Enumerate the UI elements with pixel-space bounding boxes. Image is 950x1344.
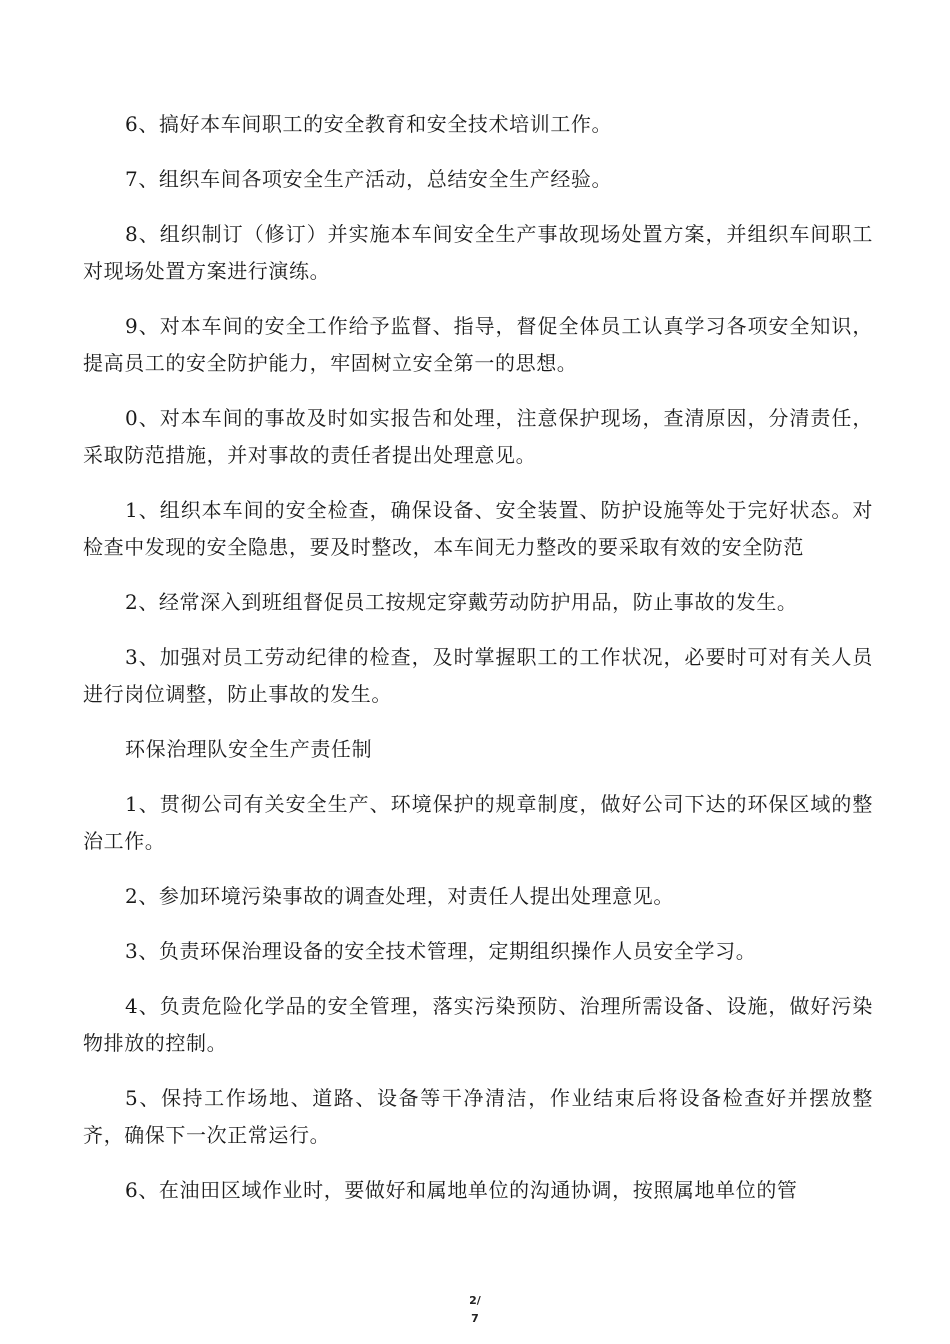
paragraph-item-9: 9、对本车间的安全工作给予监督、指导，督促全体员工认真学习各项安全知识，提高员工的安全防护能力，牢固树立安全第一的思想。 <box>83 314 873 375</box>
section-item-1: 1、贯彻公司有关安全生产、环境保护的规章制度，做好公司下达的环保区域的整治工作。 <box>83 792 873 853</box>
section-heading: 环保治理队安全生产责任制 <box>125 737 373 761</box>
section-item-5: 5、保持工作场地、道路、设备等干净清洁，作业结束后将设备检查好并摆放整齐，确保下一次正常运行。 <box>83 1086 873 1147</box>
paragraph-item-7: 7、组织车间各项安全生产活动，总结安全生产经验。 <box>125 167 613 191</box>
section-item-6: 6、在油田区域作业时，要做好和属地单位的沟通协调，按照属地单位的管 <box>125 1178 798 1202</box>
page-number-current: 2/ <box>469 1294 481 1307</box>
section-item-3: 3、负责环保治理设备的安全技术管理，定期组织操作人员安全学习。 <box>125 939 757 963</box>
page-number <box>0 1292 950 1328</box>
section-item-2: 2、参加环境污染事故的调查处理，对责任人提出处理意见。 <box>125 884 674 908</box>
document-body <box>83 106 873 1227</box>
paragraph-item-6: 6、搞好本车间职工的安全教育和安全技术培训工作。 <box>125 112 613 136</box>
page-number-total: 7 <box>471 1312 479 1325</box>
paragraph-item-11: 1、组织本车间的安全检查，确保设备、安全装置、防护设施等处于完好状态。对检查中发现的安全隐患，要及时整改，本车间无力整改的要采取有效的安全防范 <box>83 498 873 559</box>
paragraph-item-10: 0、对本车间的事故及时如实报告和处理，注意保护现场，查清原因，分清责任，采取防范措施，并对事故的责任者提出处理意见。 <box>83 406 873 467</box>
section-item-4: 4、负责危险化学品的安全管理，落实污染预防、治理所需设备、设施，做好污染物排放的控制。 <box>83 994 873 1055</box>
paragraph-item-8: 8、组织制订（修订）并实施本车间安全生产事故现场处置方案，并组织车间职工对现场处置方案进行演练。 <box>83 222 873 283</box>
paragraph-item-13: 3、加强对员工劳动纪律的检查，及时掌握职工的工作状况，必要时可对有关人员进行岗位调整，防止事故的发生。 <box>83 645 873 706</box>
paragraph-item-12: 2、经常深入到班组督促员工按规定穿戴劳动防护用品，防止事故的发生。 <box>125 590 798 614</box>
